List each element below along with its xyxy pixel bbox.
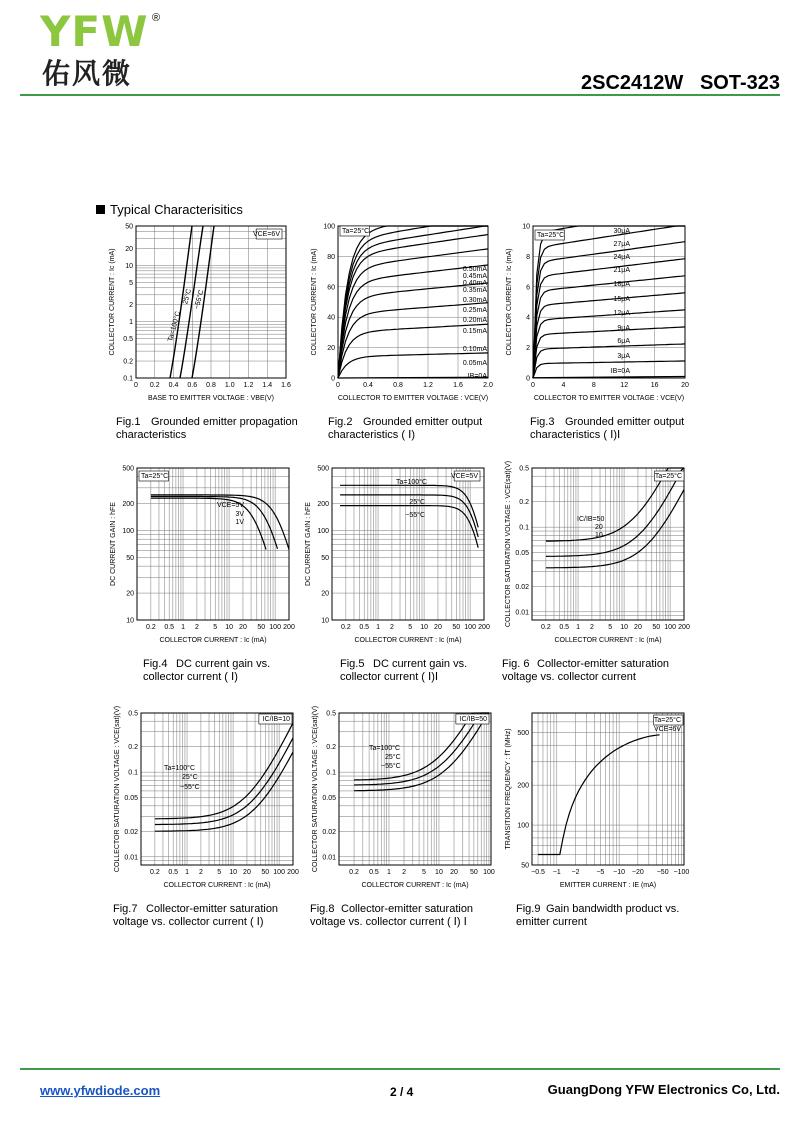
y-tick-label: 80 [327,253,335,261]
annotation-label: VCE=6V [653,726,681,733]
annotation-label: 1V [235,519,244,526]
y-tick-label: 10 [125,262,133,270]
output-curve [533,226,685,378]
x-tick-label: 0.5 [164,624,175,631]
x-tick-label: 50 [452,624,461,631]
y-tick-label: 0.05 [322,795,336,803]
y-tick-label: 0.1 [326,769,336,777]
caption-number: Fig.8 [310,903,335,915]
x-tick-label: 20 [243,869,251,876]
output-curve [533,310,685,378]
figure-3-caption [530,416,700,442]
x-tick-label: 100 [269,624,281,631]
x-tick-label: 8 [591,382,596,389]
section-title-text: Typical Characterisitics [110,202,243,217]
x-tick-label: −100 [673,869,690,876]
annotation-label: Ta=25°C [342,228,370,235]
x-tick-label: 200 [283,624,295,631]
y-tick-label: 200 [317,501,329,509]
caption-text: Collector-emitter saturation voltage vs. collector current ( Ⅰ) Ⅰ [310,903,474,928]
curve-label: 0.15mA [462,328,487,335]
y-tick-label: 0.2 [519,499,529,507]
curve-label: 0.35mA [462,287,487,294]
curve-label: 3μA [617,353,630,360]
grid-lines [532,713,684,865]
curve-label: 6μA [617,338,630,345]
annotation-label: Ta=25°C [537,232,565,239]
x-tick-label: 200 [478,624,490,631]
curve-label: 0.25mA [462,307,487,314]
curve-label: 15μA [613,296,630,303]
curve-label: 24μA [613,254,630,261]
x-tick-label: 100 [464,624,476,631]
y-axis-label: COLLECTOR CURRENT : Ic (mA) [311,248,318,356]
output-curve [533,293,685,378]
annotation-label: Ta=25°C [141,473,169,480]
x-tick-label: 0.4 [168,382,179,389]
y-tick-label: 60 [327,284,335,292]
x-tick-label: 0.2 [145,624,156,631]
company-name: GuangDong YFW Electronics Co, Ltd. [547,1082,780,1097]
x-tick-label: −20 [631,869,644,876]
output-curve [533,361,685,378]
x-tick-label: 10 [229,869,237,876]
y-tick-label: 0.05 [124,795,138,803]
plot-frame [339,713,491,865]
annotation-label: −55°C [405,512,425,519]
y-tick-label: 0.05 [515,550,529,558]
x-tick-label: 0 [531,382,535,389]
caption-number: Fig.7 [113,903,138,915]
figure-5 [297,462,497,652]
x-tick-label: 0.8 [393,382,403,389]
curve-label: 0.30mA [462,297,487,304]
y-tick-label: 50 [126,554,134,562]
curve-label: 0.45mA [462,273,487,280]
y-tick-label: 50 [125,223,133,231]
y-tick-label: 100 [317,528,329,536]
gain-curve [340,485,478,527]
x-axis-label: EMITTER CURRENT : IE (mA) [559,882,657,889]
y-tick-label: 6 [526,284,530,292]
x-tick-label: 1 [376,624,380,631]
x-tick-label: 10 [225,624,233,631]
curve-label: 0.20mA [462,317,487,324]
figure-5-caption [340,658,500,684]
x-tick-label: 20 [239,624,247,631]
x-tick-label: 100 [483,869,495,876]
x-tick-label: −1 [552,869,561,876]
x-axis-label: COLLECTOR TO EMITTER VOLTAGE : VCE(V) [337,395,489,402]
y-tick-label: 500 [122,465,134,473]
y-axis-label: COLLECTOR SATURATION VOLTAGE : VCE(sat)(V) [312,705,319,873]
x-tick-label: 10 [435,869,443,876]
annotation-label: 25°C [409,499,425,506]
x-tick-label: 0.2 [149,869,160,876]
x-tick-label: 10 [620,624,628,631]
x-tick-label: 2 [402,869,406,876]
caption-number: Fig.2 [328,416,353,428]
y-tick-label: 10 [522,223,530,231]
x-tick-label: 5 [217,869,222,876]
curve-label: 0.40mA [462,280,487,287]
x-tick-label: 50 [257,624,266,631]
x-tick-label: 100 [664,624,676,631]
curve-label: 30μA [613,228,630,235]
y-axis-label: COLLECTOR SATURATION VOLTAGE : VCE(sat)(V) [505,460,512,628]
x-tick-label: 50 [261,869,270,876]
annotation-label: Ta=100°C [164,765,196,772]
caption-text: Collector-emitter saturation voltage vs. collector current [502,658,670,683]
y-tick-label: 0.01 [322,854,336,862]
annotation-label: Ta=25°C [654,473,682,480]
y-tick-label: 10 [321,617,329,625]
y-tick-label: 200 [122,501,134,509]
x-tick-label: 1.6 [453,382,463,389]
y-axis-label: DC CURRENT GAIN : hFE [305,502,312,586]
saturation-curve [155,752,293,831]
y-tick-label: 0.2 [128,744,138,752]
y-tick-label: 1 [129,319,133,327]
logo-chinese-name: 佑风微 [42,57,133,90]
figure-4-caption [143,658,313,684]
output-curve [338,377,488,378]
y-tick-label: 20 [126,590,134,598]
x-axis-label: COLLECTOR CURRENT : Ic (mA) [163,882,271,889]
plot-frame [141,713,293,865]
website-link[interactable]: www.yfwdiode.com [40,1083,161,1098]
grid-lines [532,468,684,620]
x-tick-label: 200 [678,624,690,631]
x-tick-label: 1 [387,869,391,876]
figure-8-caption [310,903,510,929]
x-tick-label: 1.6 [281,382,291,389]
x-tick-label: 0.5 [359,624,370,631]
x-tick-label: 5 [608,624,613,631]
x-tick-label: 0.2 [349,869,359,876]
figure-2 [305,215,505,410]
y-tick-label: 0 [526,375,530,383]
x-tick-label: 5 [408,624,413,631]
figure-2-caption [328,416,498,442]
y-axis-label: COLLECTOR SATURATION VOLTAGE : VCE(sat)(V) [114,705,121,873]
company-logo [40,7,170,90]
x-tick-label: 0.4 [363,382,373,389]
caption-number: Fig.3 [530,416,555,428]
x-tick-label: 0.5 [168,869,179,876]
y-tick-label: 0.5 [519,465,529,473]
header-rule [20,94,780,96]
x-tick-label: 0.6 [187,382,198,389]
figure-6-caption [502,658,682,684]
output-curve [533,242,685,378]
x-tick-label: 1.0 [224,382,235,389]
x-tick-label: 20 [681,382,689,389]
y-tick-label: 0.02 [124,828,138,836]
y-tick-label: 0.2 [123,358,133,366]
annotation-label: −55°C [180,784,200,791]
x-tick-label: −10 [613,869,626,876]
x-tick-label: 0.5 [369,869,379,876]
x-tick-label: 20 [434,624,442,631]
figure-4 [100,462,300,652]
caption-text: Grounded emitter output characteristics ( Ⅰ) [328,416,483,441]
output-curve [533,226,685,378]
annotation-label: Ta=100°C [167,310,182,343]
x-axis-label: COLLECTOR CURRENT : Ic (mA) [354,637,462,644]
y-tick-label: 0.01 [124,854,138,862]
x-tick-label: 0.8 [206,382,216,389]
y-tick-label: 0.2 [326,744,336,752]
x-tick-label: 1 [185,869,189,876]
x-axis-label: COLLECTOR CURRENT : Ic (mA) [159,637,267,644]
x-tick-label: 20 [450,869,458,876]
annotation-label: 25°C [182,288,193,306]
x-tick-label: 10 [420,624,428,631]
y-tick-label: 2 [129,302,133,310]
x-tick-label: 200 [287,869,299,876]
y-tick-label: 8 [526,253,530,261]
y-tick-label: 0.02 [322,828,336,836]
x-tick-label: 0.2 [540,624,551,631]
footer-rule [20,1068,780,1070]
caption-text: DC current gain vs. collector current ( Ⅰ) [143,658,271,683]
caption-number: Fig.9 [516,903,541,915]
caption-number: Fig.5 [340,658,365,670]
y-tick-label: 10 [126,617,134,625]
part-number: 2SC2412W SOT-323 [581,72,780,94]
y-tick-label: 0.5 [123,336,133,344]
x-tick-label: 4 [561,382,566,389]
y-axis-label: COLLECTOR CURRENT : Ic (mA) [109,248,116,356]
y-tick-label: 0.1 [128,769,138,777]
curve-label: 9μA [617,325,630,332]
figure-3 [500,215,700,410]
annotation-label: VCE=5V [216,502,244,509]
annotation-label: Ta=100°C [369,745,401,752]
x-tick-label: 2 [194,624,199,631]
x-tick-label: −50 [656,869,669,876]
y-tick-label: 0 [331,375,335,383]
y-tick-label: 200 [517,782,529,790]
annotation-label: −55°C [193,289,206,311]
grid-lines [339,713,491,865]
curve-label: 21μA [613,267,630,274]
caption-number: Fig.4 [143,658,168,670]
logo-letters: YFW [40,7,149,56]
grid-lines [141,713,293,865]
x-tick-label: 16 [650,382,659,389]
figure-6 [497,462,697,652]
x-tick-label: 0.2 [340,624,351,631]
y-tick-label: 0.5 [326,710,336,718]
plot-frame [532,468,684,620]
page-number: 2 / 4 [390,1085,414,1099]
x-tick-label: 50 [469,869,478,876]
curve-label: IB=0A [467,373,487,380]
grid-lines [137,468,289,620]
caption-number: Fig.1 [116,416,141,428]
y-axis-label: COLLECTOR CURRENT : Ic (mA) [506,248,513,356]
x-axis-label: COLLECTOR CURRENT : Ic (mA) [361,882,469,889]
x-tick-label: 1.2 [423,382,433,389]
curve-label: IB=0A [610,368,630,375]
x-tick-label: 2 [589,624,594,631]
y-tick-label: 500 [317,465,329,473]
x-tick-label: 2 [389,624,394,631]
y-tick-label: 100 [323,223,335,231]
x-tick-label: 5 [421,869,426,876]
curve-label: 0.10mA [462,346,487,353]
annotation-label: IC/IB=50 [459,716,487,723]
output-curve [533,327,685,378]
x-tick-label: −0.5 [531,869,545,876]
plot-frame [533,226,685,378]
figure-1 [100,215,300,410]
x-tick-label: −5 [596,869,605,876]
x-tick-label: 0.2 [149,382,160,389]
y-tick-label: 100 [517,822,529,830]
registered-mark: ® [152,12,161,24]
curve-label: 0.05mA [462,360,487,367]
y-axis-label: TRANSITION FREQUENCY : fT (MHz) [505,728,512,850]
x-tick-label: 5 [213,624,218,631]
curve-label: 12μA [613,310,630,317]
caption-text: DC current gain vs. collector current ( Ⅰ)Ⅰ [340,658,468,683]
y-tick-label: 50 [321,554,329,562]
figure-8 [297,707,497,897]
x-tick-label: 1 [576,624,580,631]
y-tick-label: 0.5 [128,710,138,718]
caption-text: Grounded emitter propagation characteristics [116,416,298,441]
x-tick-label: 100 [273,869,285,876]
x-tick-label: 1.2 [243,382,254,389]
x-tick-label: 0 [336,382,340,389]
y-tick-label: 5 [129,279,133,287]
figure-1-caption [116,416,306,442]
plot-frame [532,713,684,865]
annotation-label: 10 [595,532,603,539]
x-tick-label: 1 [181,624,185,631]
curve-label: 0.50mA [462,266,487,273]
x-tick-label: 1.4 [262,382,273,389]
plot-frame [137,468,289,620]
caption-text: Grounded emitter output characteristics ( Ⅰ)Ⅰ [530,416,685,441]
annotation-label: IC/IB=10 [262,716,290,723]
y-tick-label: 500 [517,729,529,737]
figure-7 [100,707,300,897]
annotation-label: IC/IB=50 [577,516,605,523]
x-tick-label: 0.5 [559,624,570,631]
figure-9 [497,707,697,897]
x-tick-label: −2 [571,869,580,876]
curve-label: 27μA [613,241,630,248]
caption-number: Fig. 6 [502,658,530,670]
y-tick-label: 2 [526,345,530,353]
annotation-label: 25°C [385,754,401,761]
y-tick-label: 40 [327,314,335,322]
figure-7-caption [113,903,313,929]
x-axis-label: COLLECTOR CURRENT : Ic (mA) [554,637,662,644]
annotation-label: −55°C [381,763,401,770]
y-tick-label: 20 [125,245,133,253]
y-tick-label: 50 [521,862,529,870]
bullet-square [96,205,105,214]
x-tick-label: 2.0 [483,382,493,389]
y-tick-label: 20 [321,590,329,598]
annotation-label: VCE=5V [450,473,478,480]
caption-text: Gain bandwidth product vs. emitter current [516,903,680,928]
transition-frequency-curve [538,735,660,855]
x-axis-label: COLLECTOR TO EMITTER VOLTAGE : VCE(V) [533,395,685,402]
y-tick-label: 4 [526,314,530,322]
x-tick-label: 12 [620,382,629,389]
x-axis-label: BASE TO EMITTER VOLTAGE : VBE(V) [148,395,274,402]
y-tick-label: 0.02 [515,583,529,591]
curve-label: 18μA [613,281,630,288]
y-tick-label: 0.01 [515,609,529,617]
figure-9-caption [516,903,686,929]
y-tick-label: 100 [122,528,134,536]
annotation-label: 3V [235,511,244,518]
x-tick-label: 2 [198,869,203,876]
y-tick-label: 0.1 [519,524,529,532]
annotation-label: VCE=6V [252,231,280,238]
x-tick-label: 50 [652,624,661,631]
y-axis-label: DC CURRENT GAIN : hFE [110,502,117,586]
grid-lines [533,226,685,378]
gain-curve [151,498,266,549]
gain-curve [151,497,278,549]
y-tick-label: 0.1 [123,375,133,383]
y-tick-label: 20 [327,345,335,353]
x-tick-label: 20 [634,624,642,631]
annotation-label: 25°C [182,774,198,781]
caption-text: Collector-emitter saturation voltage vs. collector current ( Ⅰ) [113,903,279,928]
x-tick-label: 0 [134,382,138,389]
annotation-label: 20 [595,524,603,531]
annotation-label: Ta=100°C [395,479,427,486]
annotation-label: Ta=25°C [653,717,681,724]
